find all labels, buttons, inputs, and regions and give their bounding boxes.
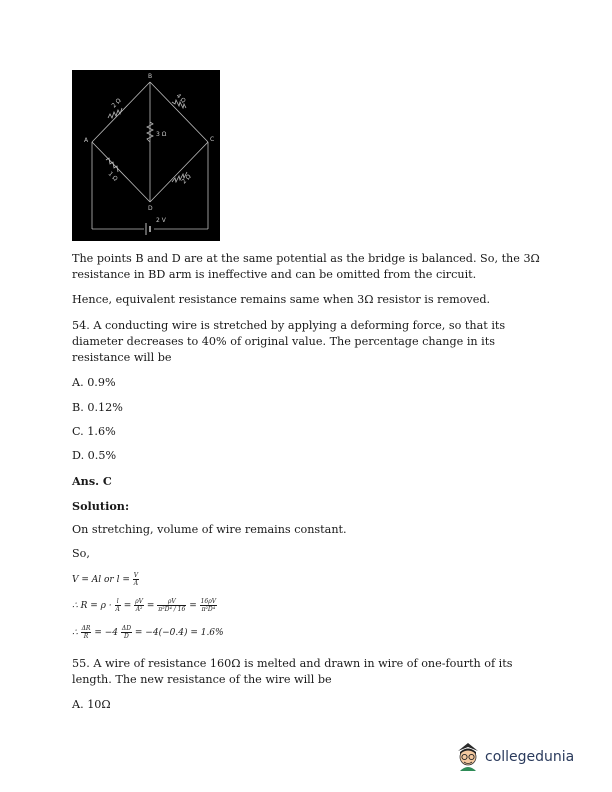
label-r-bc: 4 Ω	[174, 92, 187, 105]
collegedunia-logo	[454, 739, 574, 775]
explanation-paragraph-1: The points B and D are at the same potential as the bridge is balanced. So, the 3Ω resistance in BD arm is ineffective and can be omitted from the circuit.	[72, 252, 540, 281]
label-node-c: C	[210, 136, 215, 143]
label-r-ad: 1 Ω	[106, 170, 119, 183]
label-r-ab: 2 Ω	[110, 97, 123, 110]
edge-dc	[150, 142, 208, 202]
edge-ad	[92, 142, 150, 202]
option-55-a: A. 10Ω	[72, 698, 111, 711]
equation-percent-change: ∴ $\frac{\Delta R}{R}$ = −4 $\frac{\Delta D}{D}$ = −4(−0.4) = 1.6%	[72, 625, 224, 640]
label-node-a: A	[84, 137, 89, 144]
option-d: D. 0.5%	[72, 449, 117, 462]
option-a: A. 0.9%	[72, 376, 116, 389]
solution-heading: Solution:	[72, 499, 130, 513]
label-battery: 2 V	[156, 217, 166, 224]
answer-label: Ans. C	[72, 474, 112, 488]
logo-text: collegedunia	[485, 749, 575, 765]
question-54: 54. A conducting wire is stretched by applying a deforming force, so that its diameter decreases to 40% of original value. The percentage change in its resistance will be	[72, 319, 506, 364]
label-node-b: B	[148, 73, 153, 80]
equation-volume: V = Al or l = $\frac{V}{A}$	[72, 572, 139, 587]
label-node-d: D	[148, 205, 153, 212]
circuit-diagram	[72, 70, 220, 241]
solution-paragraph: On stretching, volume of wire remains constant.	[72, 523, 347, 536]
question-55: 55. A wire of resistance 160Ω is melted and drawn in wire of one-fourth of its length. The new resistance of the wire will be	[72, 657, 513, 686]
label-r-bd: 3 Ω	[156, 131, 167, 138]
explanation-paragraph-2: Hence, equivalent resistance remains same when 3Ω resistor is removed.	[72, 293, 491, 306]
so-text: So,	[72, 547, 90, 560]
option-b: B. 0.12%	[72, 401, 123, 414]
equation-resistance: ∴ R = ρ · $\frac{l}{A}$ = $\frac{\rho V}{\text{A²}}$ = $\frac{\rho V}{\text{π²D⁴ / 16}}$ = $\frac{16\rho V}{\text{π²D⁴}}$	[72, 598, 217, 613]
option-c: C. 1.6%	[72, 425, 116, 438]
mascot-icon	[454, 741, 482, 773]
label-r-dc: 2 Ω	[180, 173, 193, 186]
